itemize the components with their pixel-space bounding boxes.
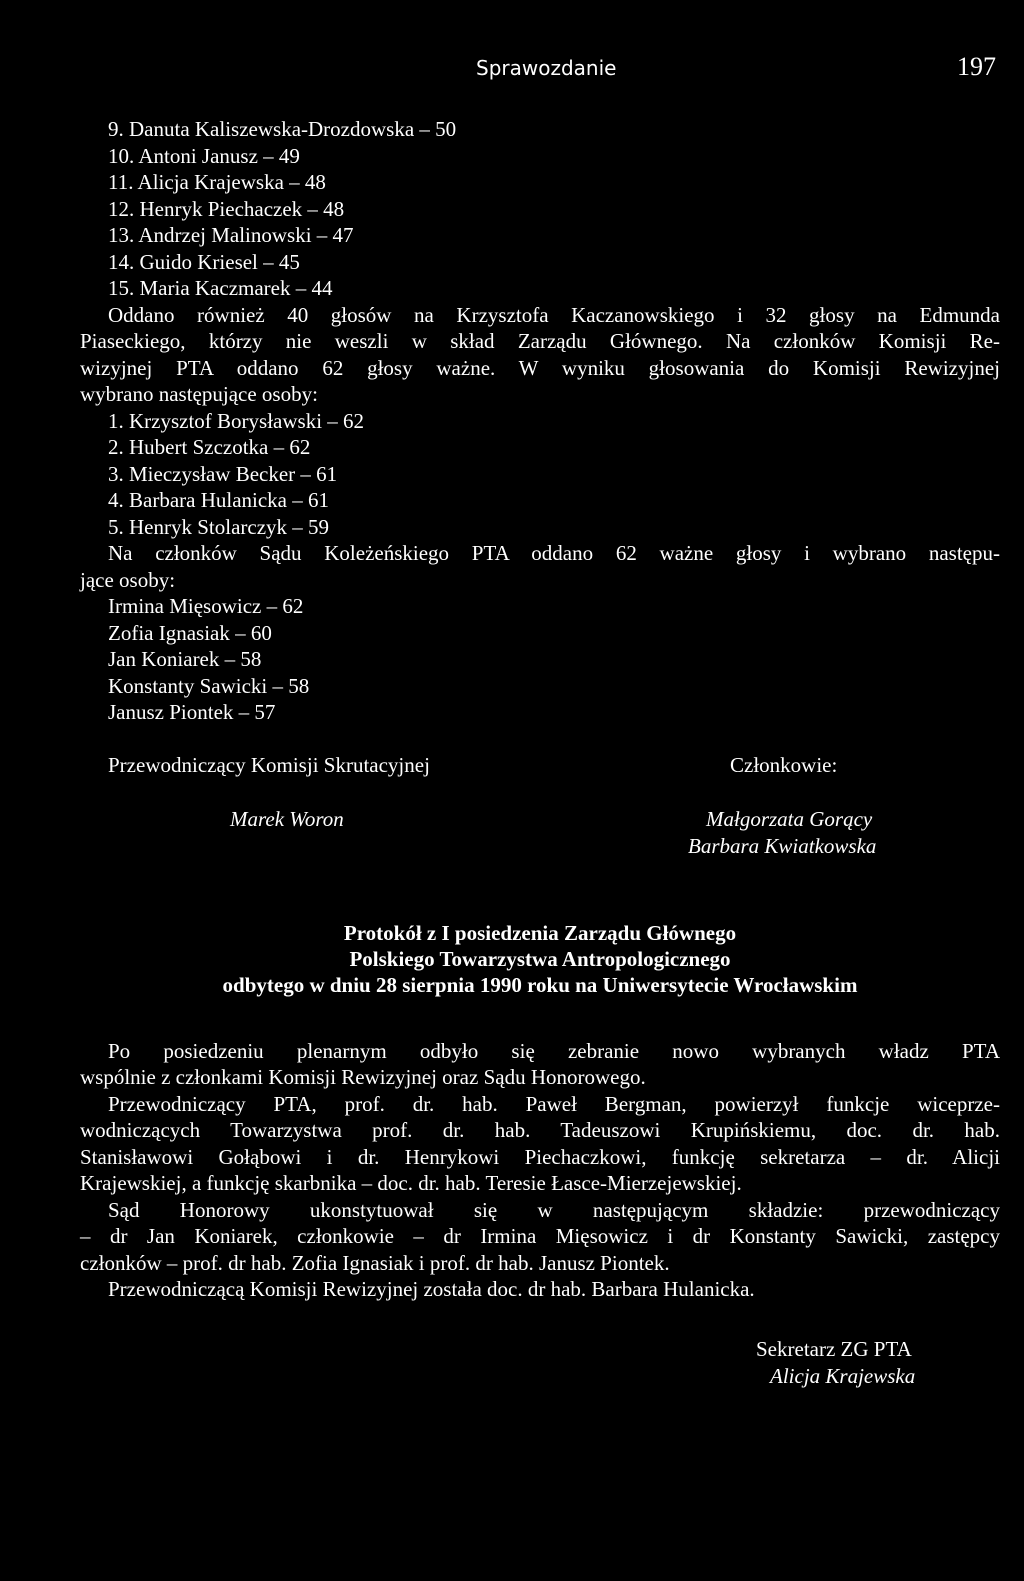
signature-right-name: Barbara Kwiatkowska (688, 833, 877, 858)
text-line: jące osoby: (80, 567, 176, 592)
protocol-heading (80, 920, 1000, 998)
sad-kolezenski-list (80, 593, 1000, 726)
secretary-title: Sekretarz ZG PTA (756, 1337, 912, 1361)
list-item: Jan Koniarek – 58 (108, 647, 262, 671)
text-line: wybrano następujące osoby: (80, 382, 318, 406)
list-item: 11. Alicja Krajewska – 48 (108, 170, 326, 194)
text-line: wizyjnej PTA oddano 62 głosy ważne. W wyniku głosowania do Komisji Rewizyjnej (80, 355, 1000, 380)
text-line: Na członków Sądu Koleżeńskiego PTA oddano 62 ważne głosy i wybrano następu- (108, 541, 1000, 565)
text-line: Stanisławowi Gołąbowi i dr. Henrykowi Piechaczkowi, funkcję sekretarza – dr. Alicji (80, 1144, 1000, 1169)
zarzad-results-list (80, 116, 1000, 302)
signature-left-name: Marek Woron (230, 806, 344, 831)
list-item: 13. Andrzej Malinowski – 47 (108, 223, 354, 247)
signature-left-heading: Przewodniczący Komisji Skrutacyjnej (108, 752, 430, 777)
secretary-signature (756, 1336, 915, 1389)
header-title: Sprawozdanie (476, 56, 617, 80)
text-line: Przewodniczącą Komisji Rewizyjnej została doc. dr hab. Barbara Hulanicka. (108, 1277, 755, 1301)
paragraph-sad-kolezenski (80, 540, 1000, 593)
list-item: Janusz Piontek – 57 (108, 700, 276, 724)
text-line: – dr Jan Koniarek, członkowie – dr Irmina Mięsowicz i dr Konstanty Sawicki, zastępcy (80, 1224, 1000, 1248)
list-item: 3. Mieczysław Becker – 61 (108, 461, 338, 486)
running-header (0, 48, 1024, 88)
text-line: wspólnie z członkami Komisji Rewizyjnej oraz Sądu Honorowego. (80, 1065, 646, 1089)
page-number: 197 (957, 52, 996, 81)
paragraph-additional-votes (80, 302, 1000, 408)
list-item: 4. Barbara Hulanicka – 61 (108, 488, 330, 512)
text-line: wodniczących Towarzystwa prof. dr. hab. Tadeuszowi Krupińskiemu, doc. dr. hab. (80, 1118, 1000, 1142)
heading-line: odbytego w dniu 28 sierpnia 1990 roku na Uniwersytecie Wrocławskim (222, 972, 858, 997)
text-line: członków – prof. dr hab. Zofia Ignasiak i prof. dr hab. Janusz Piontek. (80, 1250, 670, 1275)
heading-line: Polskiego Towarzystwa Antropologicznego (349, 946, 731, 971)
list-item: 15. Maria Kaczmarek – 44 (108, 276, 333, 300)
signature-right-name: Małgorzata Gorący (706, 806, 873, 831)
list-item: 12. Henryk Piechaczek – 48 (108, 196, 345, 221)
text-line: Sąd Honorowy ukonstytuował się w następującym składzie: przewodniczący (108, 1197, 1000, 1222)
text-line: Piaseckiego, którzy nie weszli w skład Zarządu Głównego. Na członków Komisji Re- (80, 329, 1000, 353)
komisja-rewizyjna-list (80, 408, 1000, 541)
list-item: 1. Krzysztof Borysławski – 62 (108, 408, 365, 433)
list-item: 14. Guido Kriesel – 45 (108, 249, 300, 274)
list-item: Irmina Mięsowicz – 62 (108, 594, 304, 618)
text-line: Krajewskiej, a funkcję skarbnika – doc. dr. hab. Teresie Łasce-Mierzejewskiej. (80, 1171, 742, 1195)
document-body (80, 116, 1000, 1303)
list-item: Konstanty Sawicki – 58 (108, 673, 310, 698)
list-item: Zofia Ignasiak – 60 (108, 620, 272, 645)
secretary-name: Alicja Krajewska (770, 1363, 916, 1388)
signature-block (80, 752, 1000, 902)
list-item: 5. Henryk Stolarczyk – 59 (108, 514, 330, 539)
text-line: Oddano również 40 głosów na Krzysztofa Kaczanowskiego i 32 głosy na Edmunda (108, 302, 1000, 327)
heading-line: Protokół z I posiedzenia Zarządu Głównego (343, 920, 737, 945)
protocol-body (80, 1038, 1000, 1303)
text-line: Po posiedzeniu plenarnym odbyło się zebranie nowo wybranych władz PTA (108, 1038, 1000, 1063)
signature-right-heading: Członkowie: (730, 752, 838, 777)
text-line: Przewodniczący PTA, prof. dr. hab. Paweł Bergman, powierzył funkcje wiceprze- (108, 1091, 1000, 1116)
list-item: 10. Antoni Janusz – 49 (108, 143, 300, 168)
list-item: 9. Danuta Kaliszewska-Drozdowska – 50 (108, 117, 457, 141)
list-item: 2. Hubert Szczotka – 62 (108, 435, 311, 459)
